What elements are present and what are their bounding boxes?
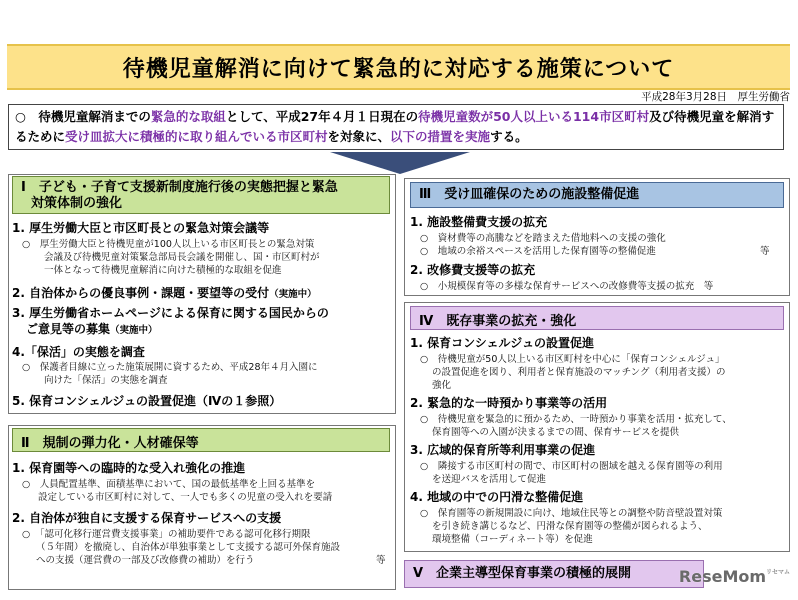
section-2-item-1-sub-1: ○ 人員配置基準、面積基準において、国の最低基準を上回る基準を bbox=[22, 479, 316, 490]
section-4-item-3-sub-1: ○ 隣接する市区町村の間で、市区町村の圏域を越える保育園等の利用 bbox=[420, 461, 723, 472]
section-2-item-1-sub-2: 設定している市区町村に対して、一人でも多くの児童の受入れを要請 bbox=[38, 492, 333, 503]
section-2-item-2-sub-3-tail: 等 bbox=[376, 555, 386, 566]
logo-text: ReseMom bbox=[678, 567, 767, 586]
page-title bbox=[7, 44, 790, 90]
section-3-item-1-sub-2-tail: 等 bbox=[760, 246, 770, 257]
section-2-item-2: 2. 自治体が独自に支援する保育サービスへの支援 bbox=[12, 511, 282, 525]
logo-small-text: リセマム bbox=[766, 569, 790, 576]
section-1-item-5: 5. 保育コンシェルジュの設置促進（Ⅳの１参照） bbox=[12, 394, 282, 408]
section-1-item-4-sub-2: 向けた「保活」の実態を調査 bbox=[44, 375, 168, 386]
date-organization: 平成28年3月28日 厚生労働省 bbox=[641, 91, 790, 103]
section-1-heading bbox=[12, 176, 390, 214]
section-1-item-2-text: 2. 自治体からの優良事例・課題・要望等の受付 bbox=[12, 286, 270, 300]
section-4-item-4: 4. 地域の中での円滑な整備促進 bbox=[410, 490, 584, 504]
section-2-item-2-sub-1: ○ 「認可化移行運営費支援事業」の補助要件である認可化移行期限 bbox=[22, 529, 311, 540]
section-1-item-4: 4.「保活」の実態を調査 bbox=[12, 345, 145, 359]
intro-text-5: する。 bbox=[490, 129, 528, 144]
section-4-item-4-sub-2: を引き続き講じるなど、円滑な保育園等の整備が図られるよう、 bbox=[432, 521, 708, 532]
section-1-item-1-sub-1: ○ 厚生労働大臣と待機児童が100人以上いる市区町長との緊急対策 bbox=[22, 239, 315, 250]
section-1-item-3-line2 bbox=[26, 322, 158, 338]
section-2-heading: Ⅱ 規制の弾力化・人材確保等 bbox=[12, 428, 390, 452]
section-4-item-4-sub-3: 環境整備（コーディネート等）を促進 bbox=[432, 534, 593, 545]
intro-highlight-4: 以下の措置を実施 bbox=[390, 129, 491, 144]
section-1-item-3-tag: （実施中） bbox=[110, 325, 158, 336]
section-3-item-1-sub-2: ○ 地域の余裕スペースを活用した保育園等の整備促進 bbox=[420, 246, 656, 257]
page-title-text: 待機児童解消に向けて緊急的に対応する施策について bbox=[122, 56, 675, 82]
intro-text-1: ○ 待機児童解消までの bbox=[15, 109, 151, 124]
section-1-item-1: 1. 厚生労働大臣と市区町長との緊急対策会議等 bbox=[12, 221, 270, 235]
resemom-logo bbox=[679, 567, 790, 586]
section-4-item-1-sub-1: ○ 待機児童が50人以上いる市区町村を中心に「保育コンシェルジュ」 bbox=[420, 354, 725, 365]
section-4-item-3: 3. 広域的保育所等利用事業の促進 bbox=[410, 443, 596, 457]
section-3-item-1: 1. 施設整備費支援の拡充 bbox=[410, 215, 548, 229]
section-2-item-2-sub-3: への支援（運営費の一部及び改修費の補助）を行う bbox=[36, 555, 255, 566]
section-3-item-2-sub-1: ○ 小規模保育等の多様な保育サービスへの改修費等支援の拡充 等 bbox=[420, 281, 714, 292]
intro-text-2: として、平成27年４月１日現在の bbox=[225, 109, 419, 124]
section-4-item-2: 2. 緊急的な一時預かり事業等の活用 bbox=[410, 396, 608, 410]
intro-highlight-1: 緊急的な取組 bbox=[150, 109, 226, 124]
section-4-item-2-sub-2: 保育園等への入園が決まるまでの間、保育サービスを提供 bbox=[432, 427, 680, 438]
section-5-heading: Ⅴ 企業主導型保育事業の積極的展開 bbox=[404, 560, 704, 588]
intro-highlight-3: 受け皿拡大に積極的に取り組んでいる市区町村 bbox=[65, 129, 328, 144]
section-1-item-1-sub-3: 一体となって待機児童解消に向けた積極的な取組を促進 bbox=[44, 265, 282, 276]
section-4-item-1-sub-3: 強化 bbox=[432, 380, 452, 391]
intro-text-3: 及び待機児童を解消するために bbox=[15, 109, 775, 144]
section-1-item-2 bbox=[12, 286, 317, 302]
section-3-item-1-sub-1: ○ 資材費等の高騰などを踏まえた借地料への支援の強化 bbox=[420, 233, 666, 244]
section-1-heading-line1: Ⅰ 子ども・子育て支援新制度施行後の実態把握と緊急 bbox=[21, 180, 338, 195]
section-4-heading: Ⅳ 既存事業の拡充・強化 bbox=[410, 306, 784, 330]
intro-text-4: を対象に、 bbox=[327, 129, 391, 144]
section-2-item-1: 1. 保育園等への臨時的な受入れ強化の推進 bbox=[12, 461, 246, 475]
section-1-item-2-tag: （実施中） bbox=[269, 289, 317, 300]
section-1-item-4-sub-1: ○ 保護者目線に立った施策展開に資するため、平成28年４月入園に bbox=[22, 362, 318, 373]
intro-highlight-2: 待機児童数が50人以上いる114市区町村 bbox=[418, 109, 650, 124]
section-2-item-2-sub-2: （５年間）を撤廃し、自治体が単独事業として支援する認可外保育施設 bbox=[36, 542, 341, 553]
section-3-item-2: 2. 改修費支援等の拡充 bbox=[410, 263, 536, 277]
section-4-item-2-sub-1: ○ 待機児童を緊急的に預かるため、一時預かり事業を活用・拡充して、 bbox=[420, 414, 732, 425]
down-arrow-icon bbox=[330, 152, 470, 174]
section-1-item-3-text: ご意見等の募集 bbox=[26, 322, 111, 336]
section-1-item-3-line1: 3. 厚生労働省ホームページによる保育に関する国民からの bbox=[12, 306, 329, 320]
section-4-item-3-sub-2: を送迎バスを活用して促進 bbox=[432, 474, 547, 485]
intro-box bbox=[8, 104, 784, 150]
section-4-item-1-sub-2: の設置促進を図り、利用者と保育施設のマッチング（利用者支援）の bbox=[432, 367, 726, 378]
section-3-heading: Ⅲ 受け皿確保のための施設整備促進 bbox=[410, 182, 784, 208]
section-4-item-4-sub-1: ○ 保育園等の新規開設に向け、地域住民等との調整や防音壁設置対策 bbox=[420, 508, 723, 519]
section-1-heading-line2: 対策体制の強化 bbox=[31, 196, 123, 211]
section-1-item-1-sub-2: 会議及び待機児童対策緊急部局長会議を開催し、国・市区町村が bbox=[44, 252, 320, 263]
section-4-item-1: 1. 保育コンシェルジュの設置促進 bbox=[410, 336, 595, 350]
